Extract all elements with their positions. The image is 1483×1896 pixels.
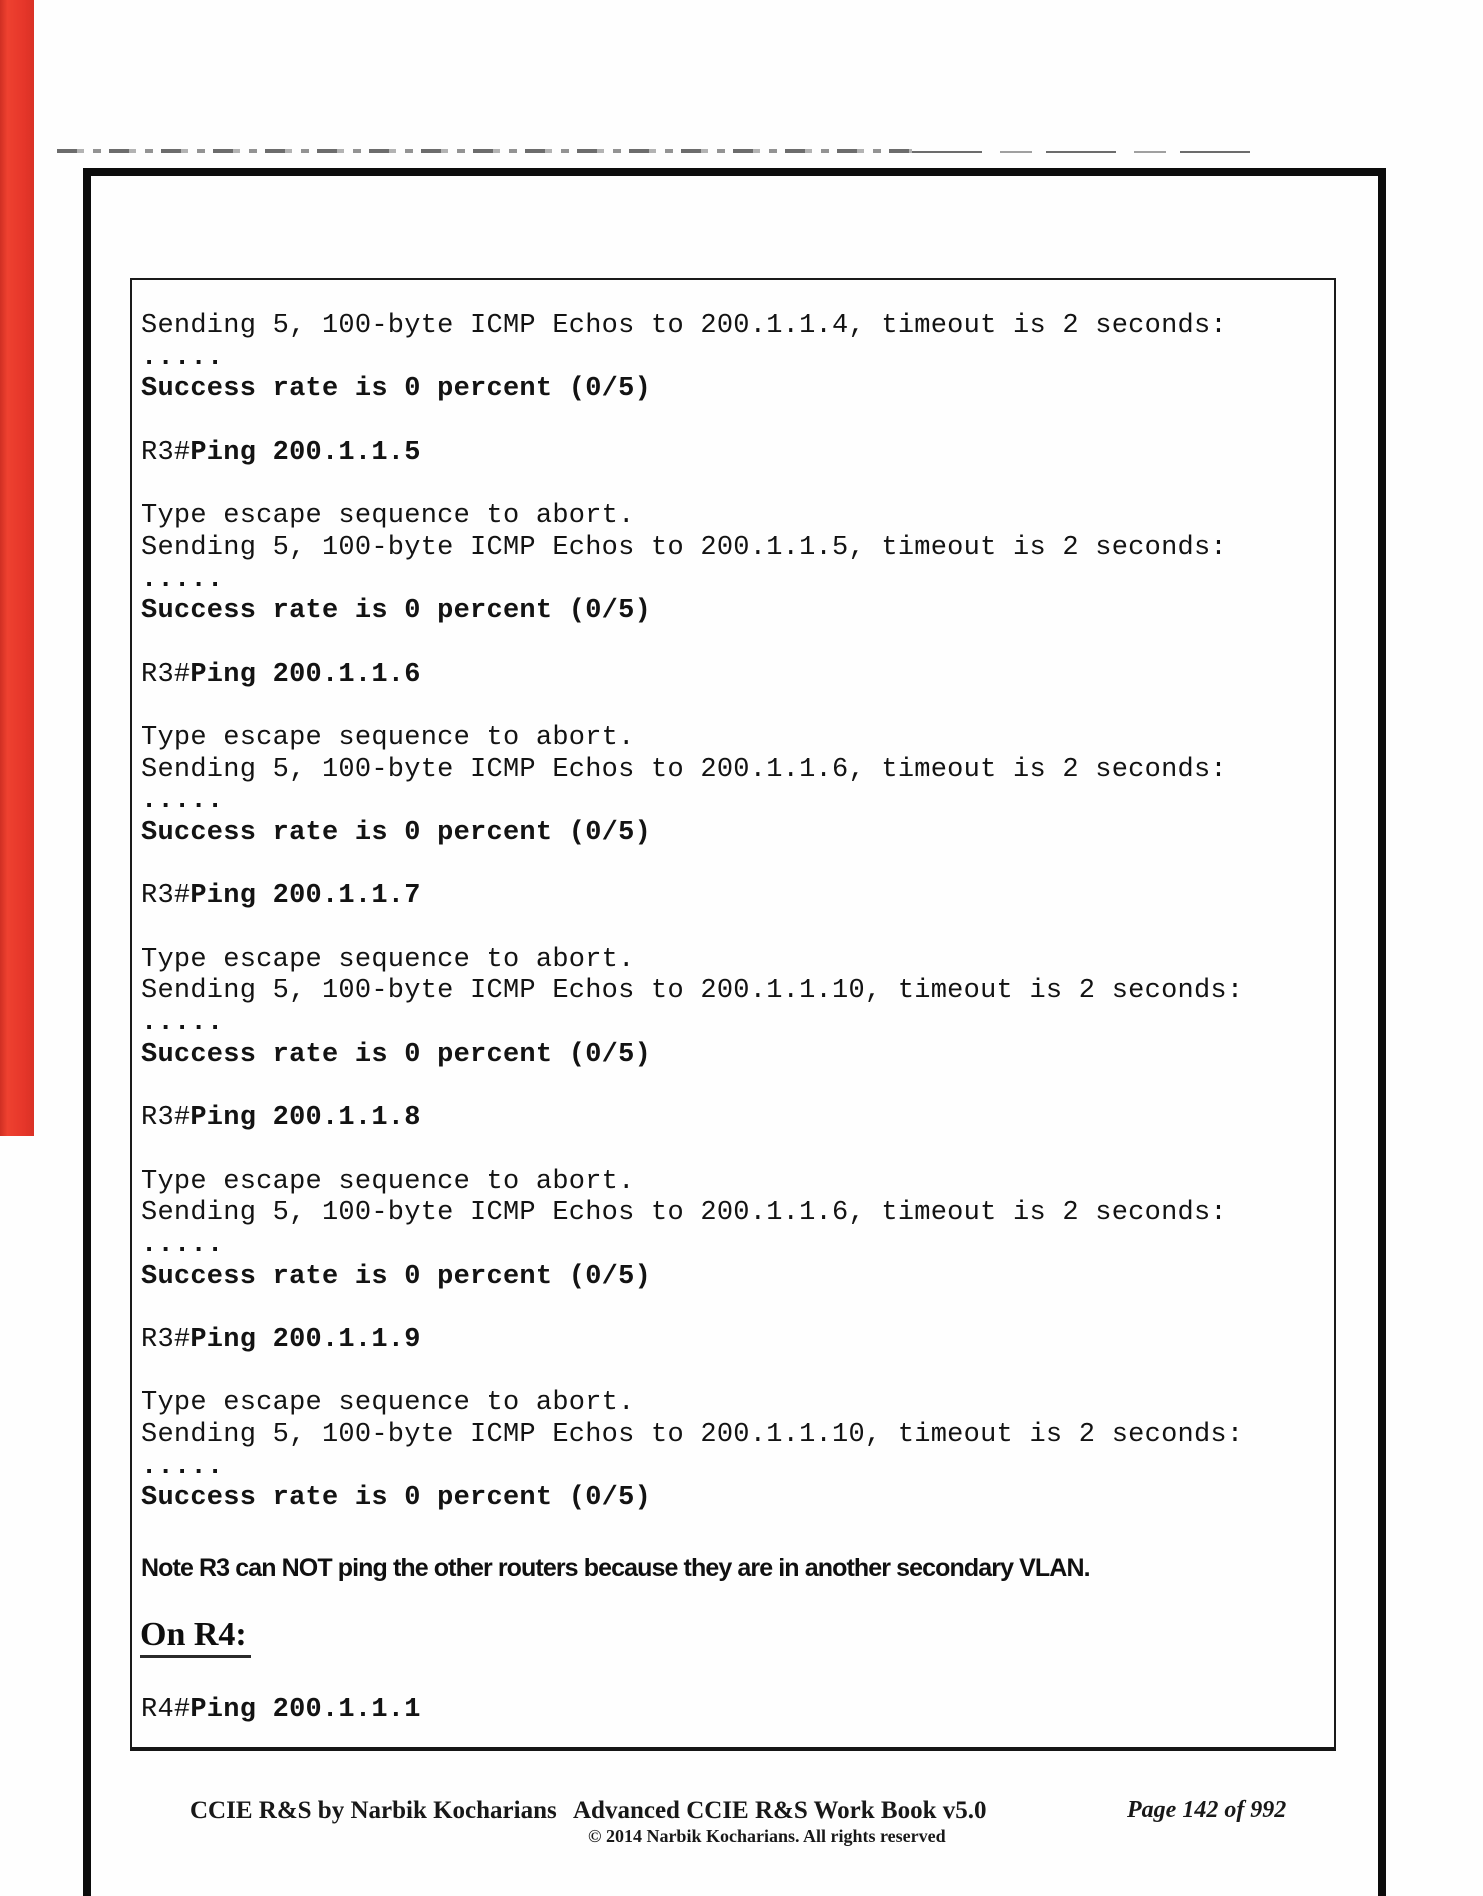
console-line-prompt xyxy=(141,881,1321,913)
command-text: Ping 200.1.1.6 xyxy=(190,659,421,690)
command-text: Ping 200.1.1.7 xyxy=(190,881,421,912)
router-prompt: R3# xyxy=(141,881,191,912)
console-line-output: Type escape sequence to abort. xyxy=(141,501,635,532)
console-line-output: Type escape sequence to abort. xyxy=(141,1388,635,1419)
console-line-prompt xyxy=(141,660,1321,692)
console-line-output: Sending 5, 100-byte ICMP Echos to 200.1.1.5, timeout is 2 seconds: xyxy=(141,532,1227,563)
console-line-output: Sending 5, 100-byte ICMP Echos to 200.1.1.6, timeout is 2 seconds: xyxy=(141,1198,1227,1229)
console-line-blank xyxy=(141,469,1321,501)
console-line-output: Type escape sequence to abort. xyxy=(141,944,635,975)
section-heading: On R4: xyxy=(140,1616,251,1658)
console-line-success: Success rate is 0 percent (0/5) xyxy=(141,1483,652,1514)
router-prompt: R4# xyxy=(141,1695,191,1725)
console-line-output: Type escape sequence to abort. xyxy=(141,1166,635,1197)
console-line-blank xyxy=(141,406,1321,438)
console-line-success: Success rate is 0 percent (0/5) xyxy=(141,596,652,627)
console-line-prompt xyxy=(141,1325,1321,1357)
page-footer xyxy=(0,1797,1483,1857)
console-line-blank xyxy=(141,628,1321,660)
console-line-r4-prompt xyxy=(141,1695,421,1725)
router-prompt: R3# xyxy=(141,1103,191,1134)
footer-page-number: Page 142 of 992 xyxy=(1127,1797,1287,1823)
console-line-prompt xyxy=(141,1103,1321,1135)
router-prompt: R3# xyxy=(141,437,191,468)
console-line-dots: ..... xyxy=(141,1451,224,1482)
console-output xyxy=(141,311,1321,1515)
command-text: Ping 200.1.1.1 xyxy=(190,1695,421,1725)
router-prompt: R3# xyxy=(141,1325,191,1355)
console-line-blank xyxy=(141,1357,1321,1389)
console-line-dots: ..... xyxy=(141,786,224,817)
command-text: Ping 200.1.1.5 xyxy=(190,437,421,468)
footer-book-title: Advanced CCIE R&S Work Book v5.0 xyxy=(573,1797,987,1824)
console-line-success: Success rate is 0 percent (0/5) xyxy=(141,1039,652,1070)
console-line-dots: ..... xyxy=(141,564,224,595)
command-text: Ping 200.1.1.9 xyxy=(190,1325,421,1355)
footer-copyright: © 2014 Narbik Kocharians. All rights reserved xyxy=(588,1826,946,1846)
console-line-dots: ..... xyxy=(141,1008,224,1039)
scan-noise-line-2 xyxy=(912,151,1260,153)
console-line-prompt xyxy=(141,438,1321,470)
scan-noise-line xyxy=(57,149,912,153)
router-prompt: R3# xyxy=(141,659,191,690)
console-line-output: Type escape sequence to abort. xyxy=(141,722,635,753)
note-text: Note R3 can NOT ping the other routers because they are in another secondary VLAN. xyxy=(141,1554,1090,1582)
console-line-dots: ..... xyxy=(141,342,224,373)
console-line-success: Success rate is 0 percent (0/5) xyxy=(141,818,652,848)
console-line-blank xyxy=(141,691,1321,723)
console-line-blank xyxy=(141,913,1321,945)
console-line-blank xyxy=(141,1293,1321,1325)
console-line-blank xyxy=(141,850,1321,882)
console-line-output: Sending 5, 100-byte ICMP Echos to 200.1.1.10, timeout is 2 seconds: xyxy=(141,1420,1244,1451)
scanner-edge-bar xyxy=(0,0,34,1136)
console-line-output: Sending 5, 100-byte ICMP Echos to 200.1.1.6, timeout is 2 seconds: xyxy=(141,754,1227,785)
console-line-blank xyxy=(141,1135,1321,1167)
console-line-success: Success rate is 0 percent (0/5) xyxy=(141,374,652,405)
console-line-blank xyxy=(141,1072,1321,1104)
console-line-output: Sending 5, 100-byte ICMP Echos to 200.1.1.4, timeout is 2 seconds: xyxy=(141,311,1227,341)
command-text: Ping 200.1.1.8 xyxy=(190,1103,421,1134)
console-line-dots: ..... xyxy=(141,1229,224,1260)
footer-author: CCIE R&S by Narbik Kocharians xyxy=(190,1797,557,1824)
console-line-success: Success rate is 0 percent (0/5) xyxy=(141,1261,652,1292)
console-line-output: Sending 5, 100-byte ICMP Echos to 200.1.1.10, timeout is 2 seconds: xyxy=(141,976,1244,1007)
